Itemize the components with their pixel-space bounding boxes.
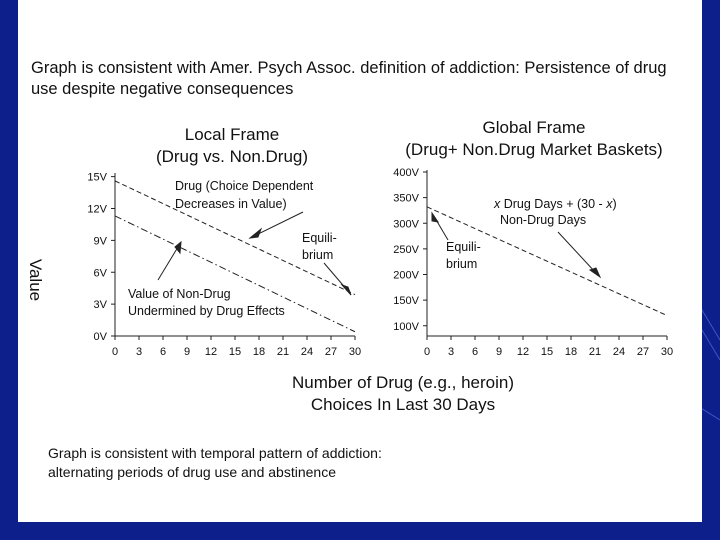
- slide: [18, 0, 702, 522]
- global-xtick-label-10: 30: [660, 346, 674, 358]
- global-ytick-label-1: 150V: [393, 295, 419, 308]
- local-ytick-label-4: 12V: [87, 203, 107, 216]
- local-xtick-label-2: 6: [159, 346, 167, 358]
- global-xtick-label-6: 18: [564, 346, 578, 358]
- x-axis-label-line2: Choices In Last 30 Days: [310, 395, 496, 414]
- global-xtick-label-8: 24: [612, 346, 626, 358]
- local-frame-title-line2: (Drug vs. Non.Drug): [155, 147, 309, 166]
- local-xtick-label-9: 27: [324, 346, 338, 358]
- arrow-basket-head: [590, 268, 600, 277]
- global-ytick-label-3: 250V: [393, 243, 419, 256]
- global-xtick-label-9: 27: [636, 346, 650, 358]
- global-frame-title-line2: (Drug+ Non.Drug Market Baskets): [405, 140, 663, 159]
- global-ytick-label-5: 350V: [393, 192, 419, 205]
- local-ytick-label-1: 3V: [93, 299, 107, 312]
- chart-figure: [18, 0, 702, 440]
- global-ytick-label-2: 200V: [393, 269, 419, 282]
- global-xtick-label-0: 0: [423, 346, 431, 358]
- global-ytick-label-4: 300V: [393, 218, 419, 231]
- local-xtick-label-0: 0: [111, 346, 119, 358]
- local-xtick-label-1: 3: [135, 346, 143, 358]
- local-xtick-label-6: 18: [252, 346, 266, 358]
- local-frame-title-line1: Local Frame: [184, 125, 280, 144]
- y-axis-label: Value: [26, 258, 45, 302]
- local-ytick-label-2: 6V: [93, 267, 107, 280]
- x-axis-label-line1: Number of Drug (e.g., heroin): [291, 373, 515, 392]
- global-ytick-label-6: 400V: [393, 167, 419, 179]
- global-xtick-label-5: 15: [540, 346, 554, 358]
- footnote-line1: Graph is consistent with temporal pattern of addiction:: [48, 445, 382, 461]
- local-ytick-label-5: 15V: [87, 171, 107, 184]
- global-xtick-label-2: 6: [471, 346, 479, 358]
- local-ytick-label-3: 9V: [93, 235, 107, 248]
- arrow-equilibrium-head: [342, 285, 351, 295]
- local-xtick-label-8: 24: [300, 346, 314, 358]
- local-equilibrium-annotation-line1: Equili-: [302, 231, 337, 245]
- local-ytick-label-0: 0V: [93, 331, 107, 343]
- global-basket-annotation-line2: Non-Drug Days: [500, 213, 587, 227]
- slide-headline: Graph is consistent with Amer. Psych Assoc. definition of addiction: Persistence of drug use despite negative consequences: [31, 59, 667, 98]
- arrow-basket: [558, 232, 596, 273]
- global-equilibrium-annotation-line1: Equili-: [446, 240, 481, 254]
- local-drug-annotation-line1: Drug (Choice Dependent: [175, 179, 314, 193]
- slide-footnote: [48, 444, 548, 482]
- global-xtick-label-4: 12: [516, 346, 530, 358]
- arrow-nondrug: [158, 247, 178, 280]
- footnote-line2: alternating periods of drug use and abstinence: [48, 464, 336, 480]
- arrow-drug-head: [250, 229, 261, 238]
- global-xtick-label-7: 21: [588, 346, 602, 358]
- global-xtick-label-3: 9: [495, 346, 503, 358]
- local-drug-annotation-line2: Decreases in Value): [175, 197, 287, 211]
- global-frame-title-line1: Global Frame: [482, 118, 586, 137]
- local-nondrug-annotation-line1: Value of Non-Drug: [128, 287, 231, 301]
- global-ytick-label-0: 100V: [393, 320, 419, 333]
- arrow-global-equilibrium-head: [432, 213, 438, 222]
- local-xtick-label-3: 9: [183, 346, 191, 358]
- local-xtick-label-4: 12: [204, 346, 218, 358]
- global-basket-annotation-line1: x Drug Days + (30 - x): [494, 197, 617, 211]
- local-xtick-label-10: 30: [348, 346, 362, 358]
- global-equilibrium-annotation-line2: brium: [446, 257, 478, 271]
- local-equilibrium-annotation-line2: brium: [302, 248, 334, 262]
- global-xtick-label-1: 3: [447, 346, 455, 358]
- arrow-drug: [254, 212, 303, 236]
- local-xtick-label-5: 15: [228, 346, 242, 358]
- local-nondrug-annotation-line2: Undermined by Drug Effects: [128, 304, 285, 318]
- local-xtick-label-7: 21: [276, 346, 290, 358]
